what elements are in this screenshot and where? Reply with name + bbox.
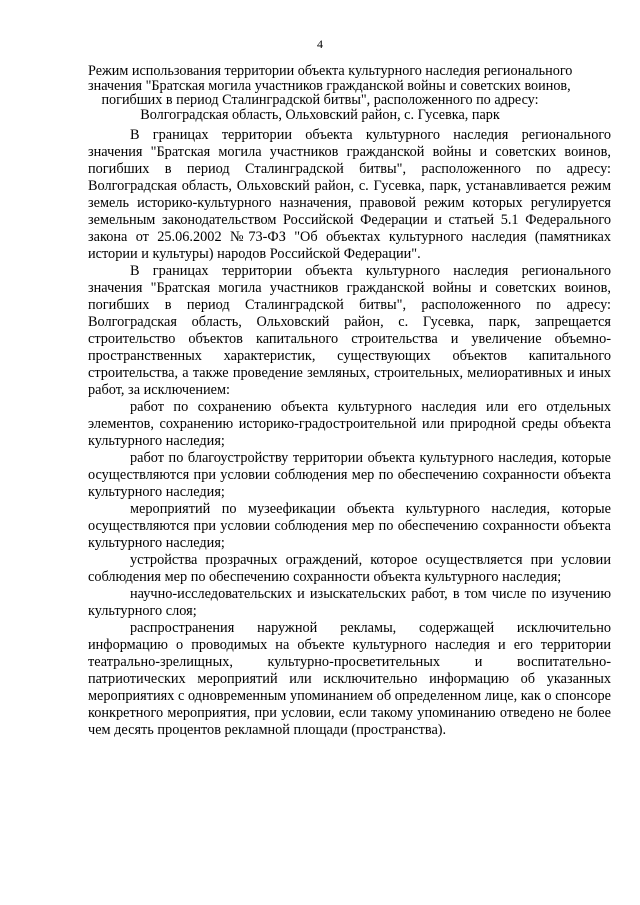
document-body <box>88 127 611 739</box>
exception-museumification: мероприятий по музеефикации объекта культурного наследия, которые осуществляются при условии соблюдения мер по обеспечению сохранности объекта культурного наследия; <box>88 501 611 551</box>
exception-transparent-fences: устройства прозрачных ограждений, которое осуществляется при условии соблюдения мер по обеспечению сохранности объекта культурного наследия; <box>88 552 611 585</box>
title-line: погибших в период Сталинградской битвы", расположенного по адресу: <box>101 92 539 108</box>
exception-outdoor-advertising: распространения наружной рекламы, содержащей исключительно информацию о проводимых на объекте культурного наследия и его территории театрально-зрелищных, культурно-просветительных и воспитательно-патриотических мероприятий или исключительно информацию об указанных мероприятиях с одновременным упоминанием об определенном лице, как о спонсоре конкретного мероприятия, при условии, если такому упоминанию отведено не более чем десять процентов рекламной площади (пространства). <box>88 620 611 738</box>
page-number: 4 <box>317 37 323 51</box>
paragraph-construction-prohibition: В границах территории объекта культурного наследия регионального значения "Братская могила участников гражданской войны и советских воинов, погибших в период Сталинградской битвы", расположенного по адресу: Волгоградская область, Ольховский район, с. Гусевка, парк, запрещается строительство объектов капитального строительства и увеличение объемно-пространственных характеристик, существующих объектов капитального строительства, а также проведение земляных, строительных, мелиоративных и иных работ, за исключением: <box>88 263 611 398</box>
title-line: Режим использования территории объекта культурного наследия регионального <box>88 63 573 79</box>
paragraph-heritage-land-regime: В границах территории объекта культурного наследия регионального значения "Братская могила участников гражданской войны и советских воинов, погибших в период Сталинградской битвы", расположенного по адресу: Волгоградская область, Ольховский район, с. Гусевка, парк, устанавливается режим земель историко-культурного назначения, правовой режим которых регулируется земельным законодательством Российской Федерации и статьей 5.1 Федерального закона от 25.06.2002 №73-ФЗ "Об объектах культурного наследия (памятниках истории и культуры) народов Российской Федерации". <box>88 127 611 262</box>
document-title <box>88 63 573 123</box>
title-line: Волгоградская область, Ольховский район, с. Гусевка, парк <box>140 106 500 123</box>
exception-research-works: научно-исследовательских и изыскательских работ, в том числе по изучению культурного слоя; <box>88 586 611 619</box>
title-line: значения "Братская могила участников гражданской войны и советских воинов, <box>88 77 571 94</box>
exception-preservation-works: работ по сохранению объекта культурного наследия или его отдельных элементов, сохранению историко-градостроительной или природной среды объекта культурного наследия; <box>88 399 611 449</box>
exception-landscaping-works: работ по благоустройству территории объекта культурного наследия, которые осуществляются при условии соблюдения мер по обеспечению сохранности объекта культурного наследия; <box>88 450 611 500</box>
